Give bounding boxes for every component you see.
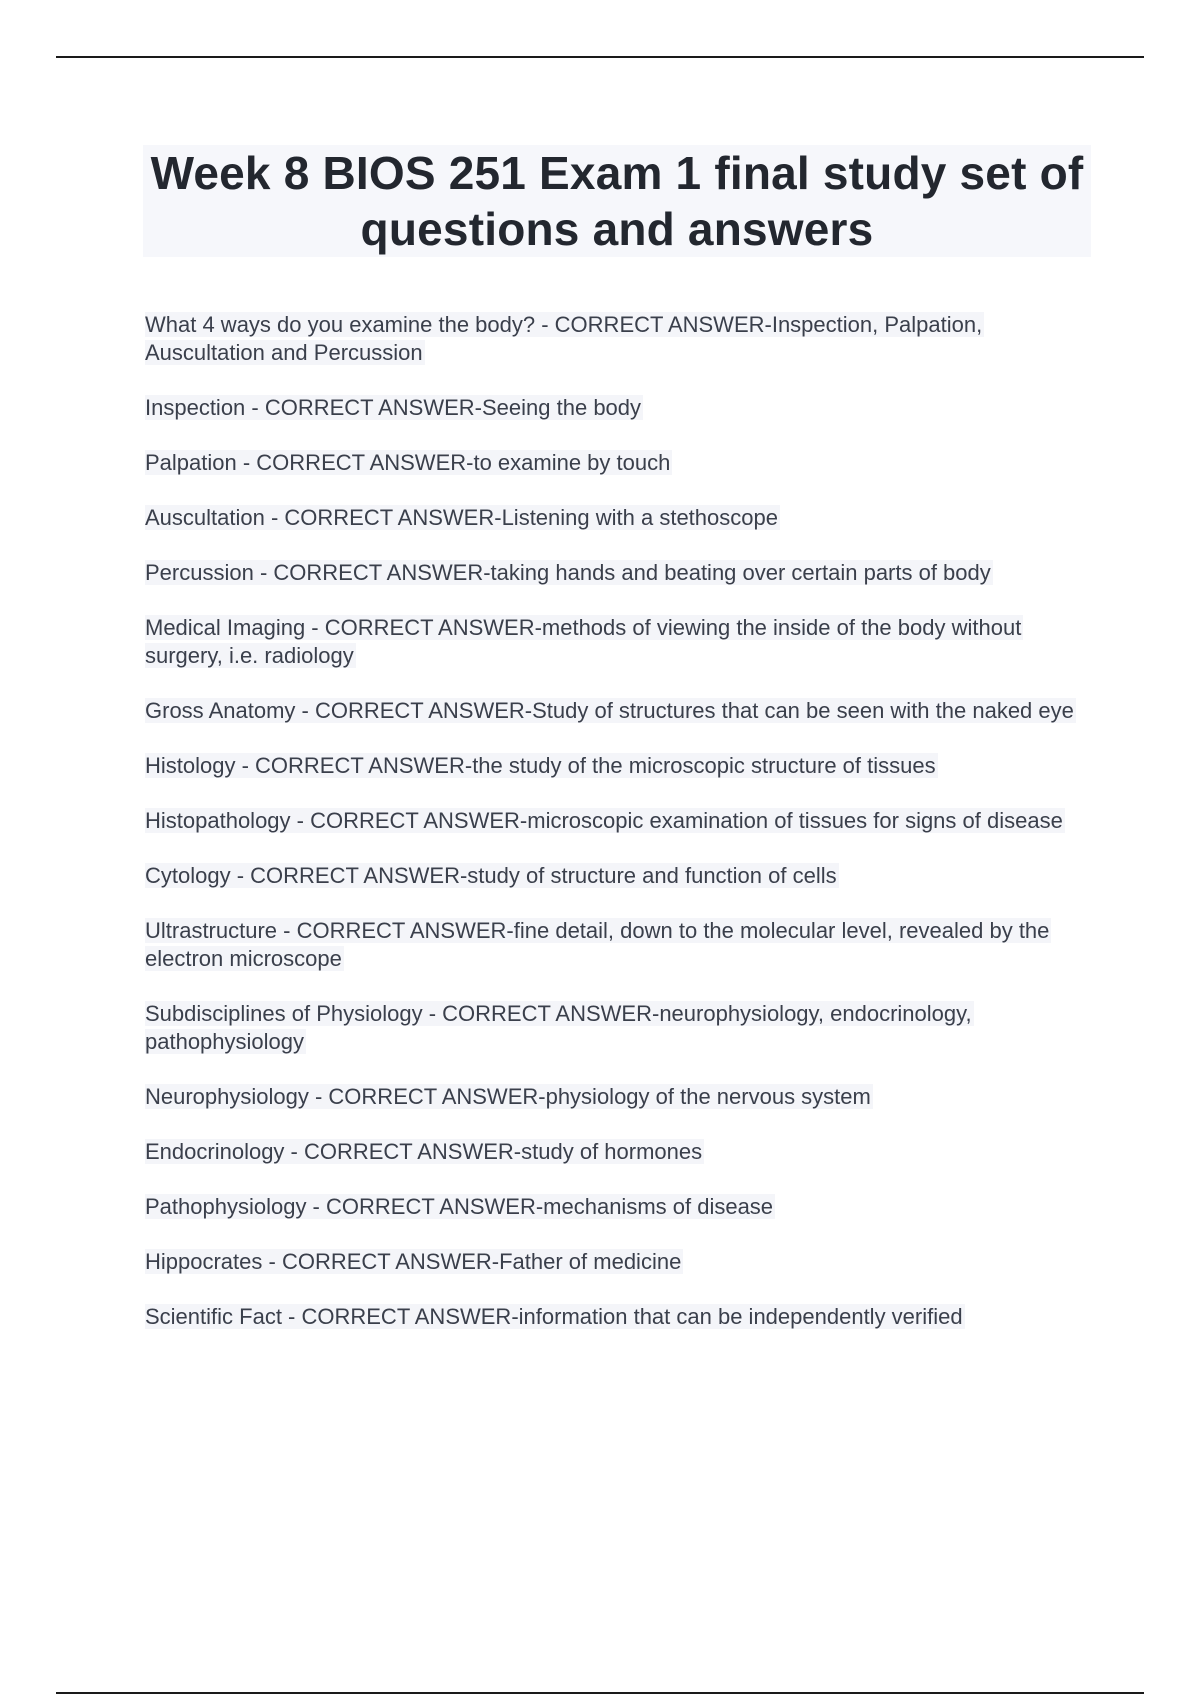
qa-item bbox=[145, 394, 1090, 422]
qa-item bbox=[145, 311, 1090, 367]
qa-item bbox=[145, 1193, 1090, 1221]
qa-text: Scientific Fact - CORRECT ANSWER-information that can be independently verified bbox=[145, 1304, 963, 1329]
document-title: Week 8 BIOS 251 Exam 1 final study set of questions and answers bbox=[150, 147, 1084, 255]
qa-text: Hippocrates - CORRECT ANSWER-Father of medicine bbox=[145, 1249, 682, 1274]
qa-text: Percussion - CORRECT ANSWER-taking hands and beating over certain parts of body bbox=[145, 560, 991, 585]
qa-item bbox=[145, 917, 1090, 973]
qa-text: Ultrastructure - CORRECT ANSWER-fine detail, down to the molecular level, revealed by the electron microscope bbox=[145, 918, 1050, 971]
top-divider bbox=[56, 56, 1144, 58]
qa-list bbox=[145, 311, 1090, 1358]
qa-text: Endocrinology - CORRECT ANSWER-study of hormones bbox=[145, 1139, 703, 1164]
qa-text: What 4 ways do you examine the body? - CORRECT ANSWER-Inspection, Palpation, Auscultation and Percussion bbox=[145, 312, 983, 365]
qa-text: Neurophysiology - CORRECT ANSWER-physiology of the nervous system bbox=[145, 1084, 871, 1109]
qa-item bbox=[145, 614, 1090, 670]
qa-item bbox=[145, 449, 1090, 477]
qa-item bbox=[145, 1248, 1090, 1276]
qa-text: Gross Anatomy - CORRECT ANSWER-Study of structures that can be seen with the naked eye bbox=[145, 698, 1074, 723]
qa-text: Pathophysiology - CORRECT ANSWER-mechanisms of disease bbox=[145, 1194, 774, 1219]
title-block bbox=[143, 145, 1091, 257]
qa-text: Cytology - CORRECT ANSWER-study of structure and function of cells bbox=[145, 863, 837, 888]
qa-item bbox=[145, 1000, 1090, 1056]
bottom-divider bbox=[56, 1692, 1144, 1694]
qa-text: Histopathology - CORRECT ANSWER-microscopic examination of tissues for signs of disease bbox=[145, 808, 1063, 833]
qa-item bbox=[145, 559, 1090, 587]
qa-item bbox=[145, 504, 1090, 532]
qa-item bbox=[145, 1083, 1090, 1111]
qa-item bbox=[145, 1303, 1090, 1331]
qa-text: Medical Imaging - CORRECT ANSWER-methods of viewing the inside of the body without surgery, i.e. radiology bbox=[145, 615, 1022, 668]
qa-item bbox=[145, 862, 1090, 890]
qa-item bbox=[145, 1138, 1090, 1166]
qa-text: Inspection - CORRECT ANSWER-Seeing the body bbox=[145, 395, 642, 420]
qa-item bbox=[145, 752, 1090, 780]
qa-text: Auscultation - CORRECT ANSWER-Listening with a stethoscope bbox=[145, 505, 778, 530]
qa-item bbox=[145, 807, 1090, 835]
qa-text: Subdisciplines of Physiology - CORRECT ANSWER-neurophysiology, endocrinology, pathophysiology bbox=[145, 1001, 972, 1054]
qa-item bbox=[145, 697, 1090, 725]
qa-text: Histology - CORRECT ANSWER-the study of the microscopic structure of tissues bbox=[145, 753, 936, 778]
qa-text: Palpation - CORRECT ANSWER-to examine by touch bbox=[145, 450, 671, 475]
